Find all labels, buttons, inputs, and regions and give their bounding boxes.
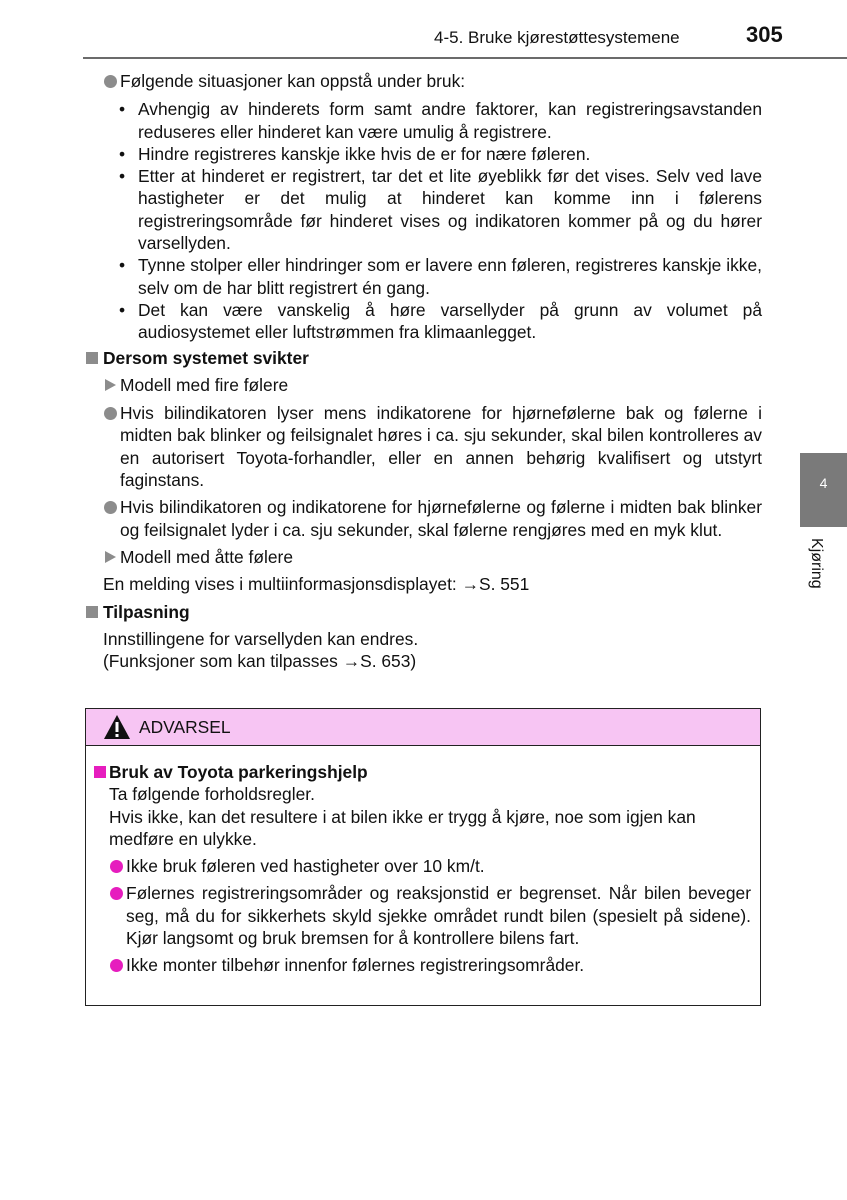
section-title: 4-5. Bruke kjørestøttesystemene bbox=[434, 28, 680, 47]
item-text: Ikke monter tilbehør innenfor følernes registreringsområder. bbox=[126, 955, 585, 976]
list-item-text: Avhengig av hinderets form samt andre faktorer, kan registreringsavstanden reduseres eller hinderet kan være umulig å registrere. bbox=[138, 99, 762, 142]
bullet-dot-icon: • bbox=[119, 255, 126, 276]
list-item bbox=[86, 299, 762, 344]
bullet-circle-icon bbox=[104, 407, 117, 420]
warning-header bbox=[86, 709, 760, 746]
item-text: Ikke bruk føleren ved hastigheter over 10 km/t. bbox=[126, 856, 485, 877]
bullet-circle-icon bbox=[104, 501, 117, 514]
intro-text: Følgende situasjoner kan oppstå under bruk: bbox=[120, 71, 466, 91]
bullet-dot-icon: • bbox=[119, 99, 126, 120]
bullet-dot-icon: • bbox=[119, 143, 126, 164]
heading-square-icon bbox=[86, 606, 98, 618]
list-item bbox=[86, 143, 762, 165]
item-text: Hvis bilindikatoren og indikatorene for hjørnefølerne og følerne i midten bak blinker og feilsignalet lyder i ca. sju sekunder, skal følerne rengjøres med en myk klut. bbox=[120, 497, 762, 540]
warning-item bbox=[86, 954, 760, 976]
warning-title: ADVARSEL bbox=[139, 717, 231, 737]
list-item bbox=[86, 165, 762, 254]
intro-item bbox=[86, 70, 762, 92]
subheading-four-sensors bbox=[86, 374, 762, 396]
subheading-text: Modell med fire følere bbox=[120, 374, 289, 395]
chapter-tab bbox=[800, 453, 847, 527]
list-item-text: Det kan være vanskelig å høre varsellyder på grunn av volumet på audiosystemet eller luftstrømmen fra klimaanlegget. bbox=[138, 299, 762, 343]
arrow-right-icon bbox=[105, 379, 116, 391]
warning-item bbox=[86, 855, 760, 877]
main-content bbox=[86, 70, 762, 672]
bullet-dot-icon: • bbox=[119, 166, 126, 187]
heading-square-icon bbox=[94, 766, 106, 778]
heading-text: Dersom systemet svikter bbox=[103, 347, 309, 368]
page-number: 305 bbox=[746, 22, 783, 47]
section-heading-customization bbox=[86, 601, 762, 623]
bullet-circle-icon bbox=[110, 860, 123, 873]
item-text: Følernes registreringsområder og reaksjonstid er begrenset. Når bilen beveger seg, må du for sikkerhets skyld sjekke området rundt bilen (spesielt på sidene). Kjør langsomt og bruk bremsen for å kontrollere bilens fart. bbox=[126, 883, 751, 949]
failure-item bbox=[86, 402, 762, 491]
section-heading-failure bbox=[86, 347, 762, 369]
bullet-circle-icon bbox=[110, 959, 123, 972]
warning-item bbox=[86, 882, 760, 949]
warning-heading bbox=[86, 761, 760, 783]
list-item-text: Hindre registreres kanskje ikke hvis de er for nære føleren. bbox=[138, 143, 591, 164]
warning-body bbox=[86, 761, 760, 977]
header-divider bbox=[83, 57, 847, 59]
subheading-text: Modell med åtte følere bbox=[120, 546, 294, 567]
bullet-dot-icon: • bbox=[119, 299, 126, 320]
list-item bbox=[86, 98, 762, 143]
list-item bbox=[86, 254, 762, 299]
heading-square-icon bbox=[86, 352, 98, 364]
situation-list bbox=[86, 98, 762, 343]
customization-text: Innstillingene for varsellyden kan endres. bbox=[103, 628, 419, 649]
heading-text: Tilpasning bbox=[103, 601, 190, 622]
message-text: En melding vises i multiinformasjonsdisplayet: →S. 551 bbox=[103, 574, 530, 595]
subheading-eight-sensors bbox=[86, 546, 762, 568]
bullet-circle-icon bbox=[110, 887, 123, 900]
chapter-label: Kjøring bbox=[808, 538, 825, 589]
list-item-text: Tynne stolper eller hindringer som er lavere enn føleren, registreres kanskje ikke, selv om de har blitt registrert én gang. bbox=[138, 255, 762, 298]
chapter-number: 4 bbox=[819, 475, 828, 491]
failure-item bbox=[86, 496, 762, 541]
customization-reference: (Funksjoner som kan tilpasses →S. 653) bbox=[103, 651, 417, 672]
warning-text: Ta følgende forholdsregler. bbox=[109, 784, 315, 805]
item-text: Hvis bilindikatoren lyser mens indikatorene for hjørnefølerne bak og følerne i midten bak blinker og feilsignalet høres i ca. sju sekunder, skal bilen kontrolleres av en autorisert Toyota-forhandler, eller en annen behørig kvalifisert og utstyrt faginstans. bbox=[120, 403, 762, 491]
bullet-circle-icon bbox=[104, 75, 117, 88]
warning-triangle-icon bbox=[103, 714, 131, 745]
arrow-right-icon bbox=[105, 551, 116, 563]
warning-text: Hvis ikke, kan det resultere i at bilen ikke er trygg å kjøre, noe som igjen kan medføre en ulykke. bbox=[109, 806, 696, 849]
list-item-text: Etter at hinderet er registrert, tar det et lite øyeblikk før det vises. Selv ved lave hastigheter er det mulig at hinderet kan komme inn i følerens registreringsområde før hinderet vises og indikatoren kommer på og du hører varsellyden. bbox=[138, 166, 762, 254]
heading-text: Bruk av Toyota parkeringshjelp bbox=[109, 762, 368, 782]
warning-box bbox=[85, 708, 761, 1006]
